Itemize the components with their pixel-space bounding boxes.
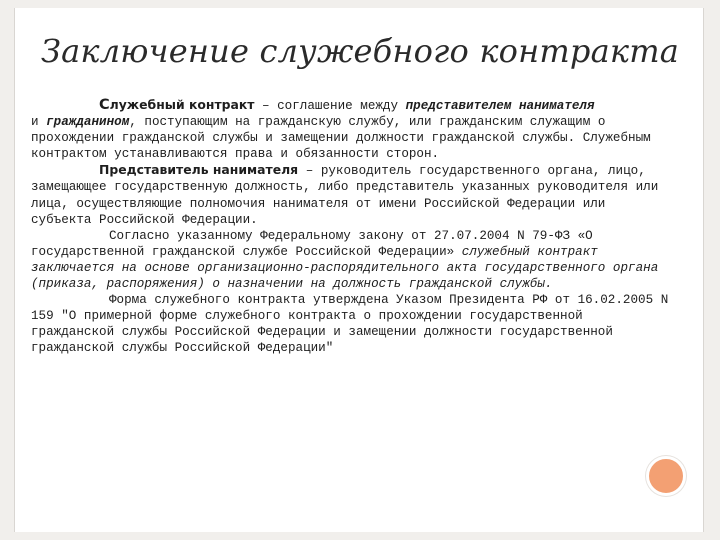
paragraph-definition-contract bbox=[31, 97, 671, 162]
paragraph-federal-law bbox=[31, 228, 671, 292]
term-employer-rep: представителем нанимателя bbox=[405, 99, 595, 113]
definition-dash: – соглашение между bbox=[254, 99, 406, 113]
paragraph-presidential-decree bbox=[31, 292, 671, 356]
term-employer-representative: Представитель нанимателя bbox=[99, 162, 299, 178]
paragraph-definition-employer bbox=[31, 162, 671, 227]
term-contract: лужебный контракт bbox=[109, 97, 255, 112]
decree-text: Форма служебного контракта утверждена Указом Президента РФ от 16.02.2005 N 159 "О примерной форме служебного контракта о прохождении государственной гражданской службы Российской Федерации и замещении должности государственной гражданской службы Российской Федерации" bbox=[31, 293, 669, 356]
slide-body bbox=[31, 97, 671, 357]
definition-and: и bbox=[31, 115, 47, 130]
term-first-letter: С bbox=[99, 97, 110, 113]
slide-title: Заключение служебного контракта bbox=[40, 32, 680, 70]
federal-law-italic: служебный контракт заключается на основе организационно-распорядительного акта государственного органа (приказа, распоряжения) о назначении на должность гражданской службы. bbox=[31, 244, 659, 292]
decorative-circle bbox=[646, 456, 686, 496]
definition-rest: , поступающим на гражданскую службу, или гражданским служащим о прохождении гражданской службы и замещении должности гражданской службы. Служебным контрактом устанавливаются права и обязанности сторон. bbox=[31, 115, 651, 162]
federal-law-text: Согласно указанному Федеральному закону от 27.07.2004 N 79-ФЗ «О государственной гражданской службе Российской Федерации» bbox=[31, 228, 593, 259]
term-citizen: гражданином bbox=[46, 115, 130, 130]
employer-definition-text: – руководитель государственного органа, лицо, замещающее государственную должность, либо представитель указанных руководителя или лица, осуществляющие полномочия нанимателя от имени Российской Федерации или субъекта Российской Федерации. bbox=[31, 164, 659, 227]
